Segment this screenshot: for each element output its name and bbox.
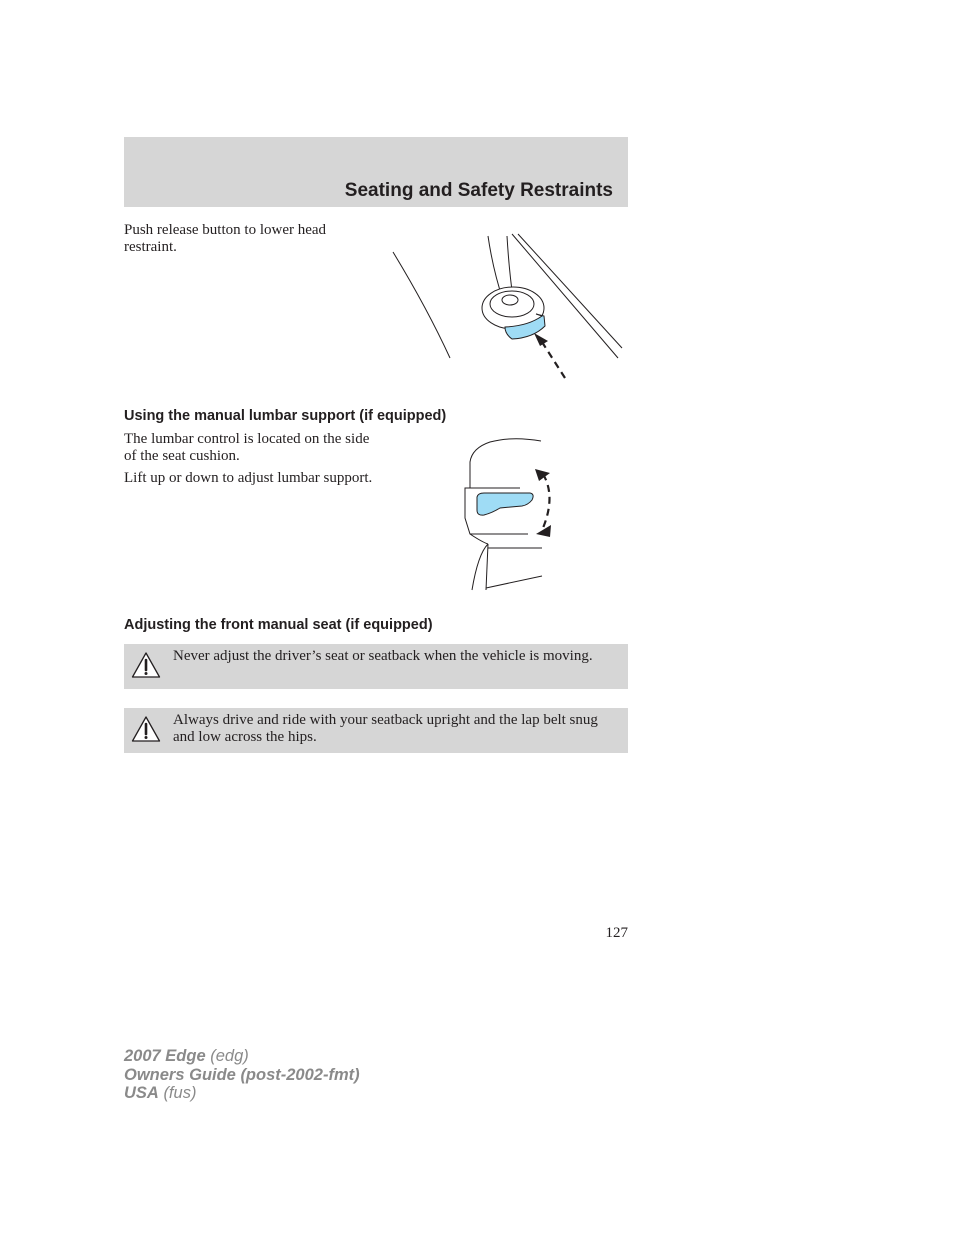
lumbar-paragraph-2: Lift up or down to adjust lumbar support. <box>124 470 373 486</box>
footer-line-model <box>124 1047 360 1066</box>
footer-model: 2007 Edge <box>124 1047 206 1065</box>
warning-triangle-icon <box>131 715 161 743</box>
head-restraint-illustration <box>385 230 630 385</box>
footer-market: USA <box>124 1084 159 1102</box>
warning-triangle-icon <box>131 651 161 679</box>
footer-market-code: (fus) <box>163 1084 197 1102</box>
warning-text: Never adjust the driver’s seat or seatback when the vehicle is moving. <box>173 648 593 664</box>
lumbar-control-illustration <box>460 436 560 594</box>
head-restraint-instruction: Push release button to lower head restraint. <box>124 222 327 255</box>
front-seat-heading: Adjusting the front manual seat (if equipped) <box>124 617 433 633</box>
warning-box-seatback-upright <box>124 708 628 753</box>
lumbar-paragraph-1: The lumbar control is located on the side of the seat cushion. <box>124 431 370 464</box>
section-title: Seating and Safety Restraints <box>344 180 613 201</box>
lumbar-lever-highlight <box>477 493 533 515</box>
section-header-band <box>124 137 628 207</box>
lumbar-heading: Using the manual lumbar support (if equipped) <box>124 408 447 424</box>
warning-box-seat-adjust <box>124 644 628 689</box>
footer-guide-format: Owners Guide (post-2002-fmt) <box>124 1065 360 1084</box>
page-number: 127 <box>605 925 628 941</box>
document-footer <box>124 1047 360 1103</box>
warning-text: Always drive and ride with your seatback upright and the lap belt snug and low across the hips. <box>173 712 598 745</box>
footer-model-code: (edg) <box>210 1047 249 1065</box>
